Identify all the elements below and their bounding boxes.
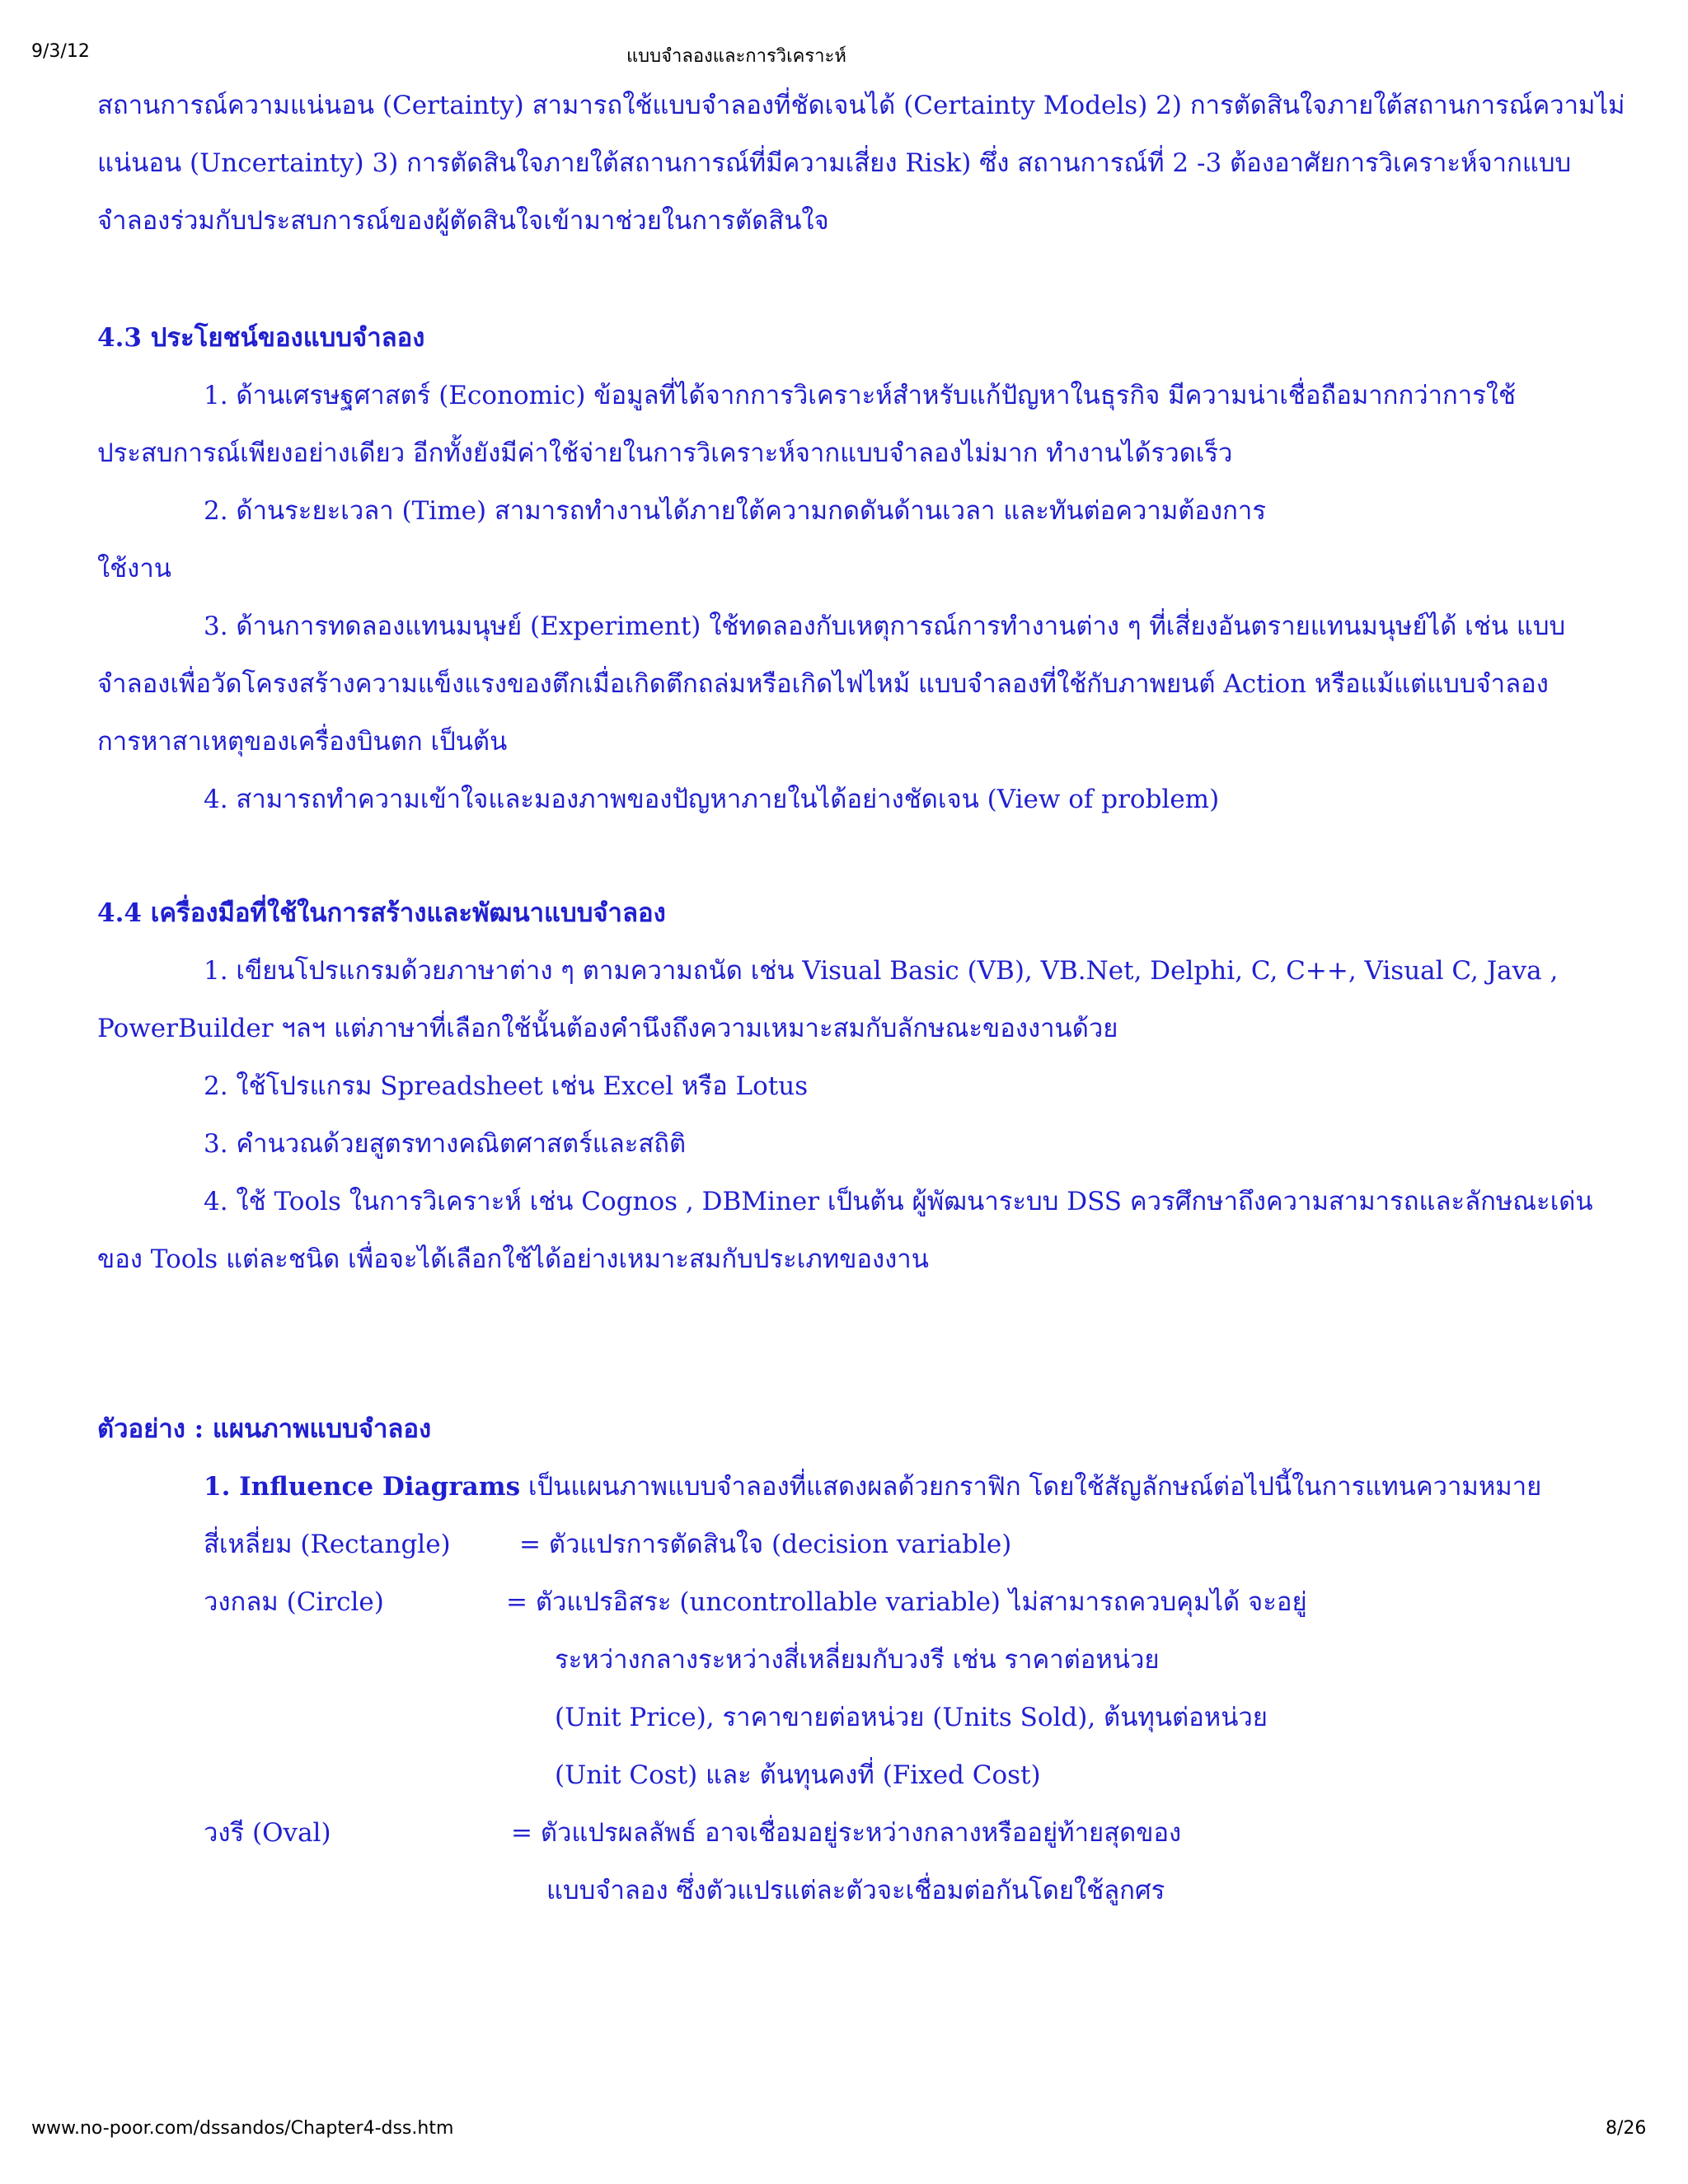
rectangle-label: สี่เหลี่ยม (Rectangle): [204, 1530, 451, 1559]
section-line: การหาสาเหตุของเครื่องบินตก เป็นต้น: [97, 727, 508, 757]
influence-diagrams-title: 1. Influence Diagrams: [204, 1472, 521, 1502]
oval-definition-cont: แบบจำลอง ซึ่งตัวแปรแต่ละตัวจะเชื่อมต่อกันโดยใช้ลูกศร: [546, 1876, 1165, 1905]
section-line: ใช้งาน: [97, 554, 171, 583]
section-line: 4. สามารถทำความเข้าใจและมองภาพของปัญหาภายในได้อย่างชัดเจน (View of problem): [204, 785, 1220, 814]
example-heading: ตัวอย่าง : แผนภาพแบบจำลอง: [97, 1414, 432, 1444]
section-heading-4-4: 4.4 เครื่องมือที่ใช้ในการสร้างและพัฒนาแบบจำลอง: [97, 898, 666, 928]
circle-definition-cont: ระหว่างกลางระหว่างสี่เหลี่ยมกับวงรี เช่น ราคาต่อหน่วย: [555, 1645, 1160, 1675]
footer-page-number: 8/26: [1606, 2118, 1647, 2139]
circle-definition: = ตัวแปรอิสระ (uncontrollable variable) ไม่สามารถควบคุมได้ จะอยู่: [506, 1587, 1307, 1617]
section-line: 2. ใช้โปรแกรม Spreadsheet เช่น Excel หรือ Lotus: [204, 1071, 809, 1101]
section-line: 3. คำนวณด้วยสูตรทางคณิตศาสตร์และสถิติ: [204, 1129, 687, 1159]
circle-label: วงกลม (Circle): [204, 1587, 384, 1617]
section-line: จำลองเพื่อวัดโครงสร้างความแข็งแรงของตึกเมื่อเกิดตึกถล่มหรือเกิดไฟไหม้ แบบจำลองที่ใช้กับภาพยนต์ Action หรือแม้แต่แบบจำลอง: [97, 669, 1549, 699]
section-heading-4-3: 4.3 ประโยชน์ของแบบจำลอง: [97, 323, 425, 353]
header-date: 9/3/12: [31, 41, 90, 62]
circle-definition-cont: (Unit Price), ราคาขายต่อหน่วย (Units Sold), ต้นทุนต่อหน่วย: [555, 1703, 1268, 1732]
section-line: 1. ด้านเศรษฐศาสตร์ (Economic) ข้อมูลที่ได้จากการวิเคราะห์สำหรับแก้ปัญหาในธุรกิจ มีความน่าเชื่อถือมากกว่าการใช้: [204, 381, 1517, 410]
section-line: ประสบการณ์เพียงอย่างเดียว อีกทั้งยังมีค่าใช้จ่ายในการวิเคราะห์จากแบบจำลองไม่มาก ทำงานได้รวดเร็ว: [97, 438, 1233, 468]
oval-label: วงรี (Oval): [204, 1818, 331, 1848]
influence-diagrams-description: เป็นแผนภาพแบบจำลองที่แสดงผลด้วยกราฟิก โดยใช้สัญลักษณ์ต่อไปนี้ในการแทนความหมาย: [520, 1472, 1542, 1502]
section-line: 4. ใช้ Tools ในการวิเคราะห์ เช่น Cognos , DBMiner เป็นต้น ผู้พัฒนาระบบ DSS ควรศึกษาถึงความสามารถและลักษณะเด่น: [204, 1187, 1593, 1216]
circle-definition-cont: (Unit Cost) และ ต้นทุนคงที่ (Fixed Cost): [555, 1760, 1041, 1790]
section-line: 1. เขียนโปรแกรมด้วยภาษาต่าง ๆ ตามความถนัด เช่น Visual Basic (VB), VB.Net, Delphi, C, C++, Visual C, Java ,: [204, 956, 1559, 986]
oval-definition: = ตัวแปรผลลัพธ์ อาจเชื่อมอยู่ระหว่างกลางหรืออยู่ท้ายสุดของ: [511, 1818, 1182, 1848]
header-title: แบบจำลองและการวิเคราะห์: [626, 46, 846, 67]
intro-line: แน่นอน (Uncertainty) 3) การตัดสินใจภายใต้สถานการณ์ที่มีความเสี่ยง Risk) ซึ่ง สถานการณ์ที่ 2 -3 ต้องอาศัยการวิเคราะห์จากแบบ: [97, 148, 1572, 178]
section-line: 3. ด้านการทดลองแทนมนุษย์ (Experiment) ใช้ทดลองกับเหตุการณ์การทำงานต่าง ๆ ที่เสี่ยงอันตรายแทนมนุษย์ได้ เช่น แบบ: [204, 612, 1566, 641]
intro-line: สถานการณ์ความแน่นอน (Certainty) สามารถใช้แบบจำลองที่ชัดเจนได้ (Certainty Models) 2) การตัดสินใจภายใต้สถานการณ์ความไม่: [97, 91, 1625, 120]
section-line: ของ Tools แต่ละชนิด เพื่อจะได้เลือกใช้ได้อย่างเหมาะสมกับประเภทของงาน: [97, 1244, 929, 1274]
rectangle-definition: = ตัวแปรการตัดสินใจ (decision variable): [519, 1530, 1012, 1559]
influence-diagrams-item: [204, 1470, 1541, 1503]
intro-line: จำลองร่วมกับประสบการณ์ของผู้ตัดสินใจเข้ามาช่วยในการตัดสินใจ: [97, 206, 829, 236]
section-line: PowerBuilder ฯลฯ แต่ภาษาที่เลือกใช้นั้นต้องคำนึงถึงความเหมาะสมกับลักษณะของงานด้วย: [97, 1014, 1118, 1043]
section-line: 2. ด้านระยะเวลา (Time) สามารถทำงานได้ภายใต้ความกดดันด้านเวลา และทันต่อความต้องการ: [204, 496, 1266, 526]
footer-url[interactable]: www.no-poor.com/dssandos/Chapter4-dss.htm: [31, 2118, 454, 2139]
